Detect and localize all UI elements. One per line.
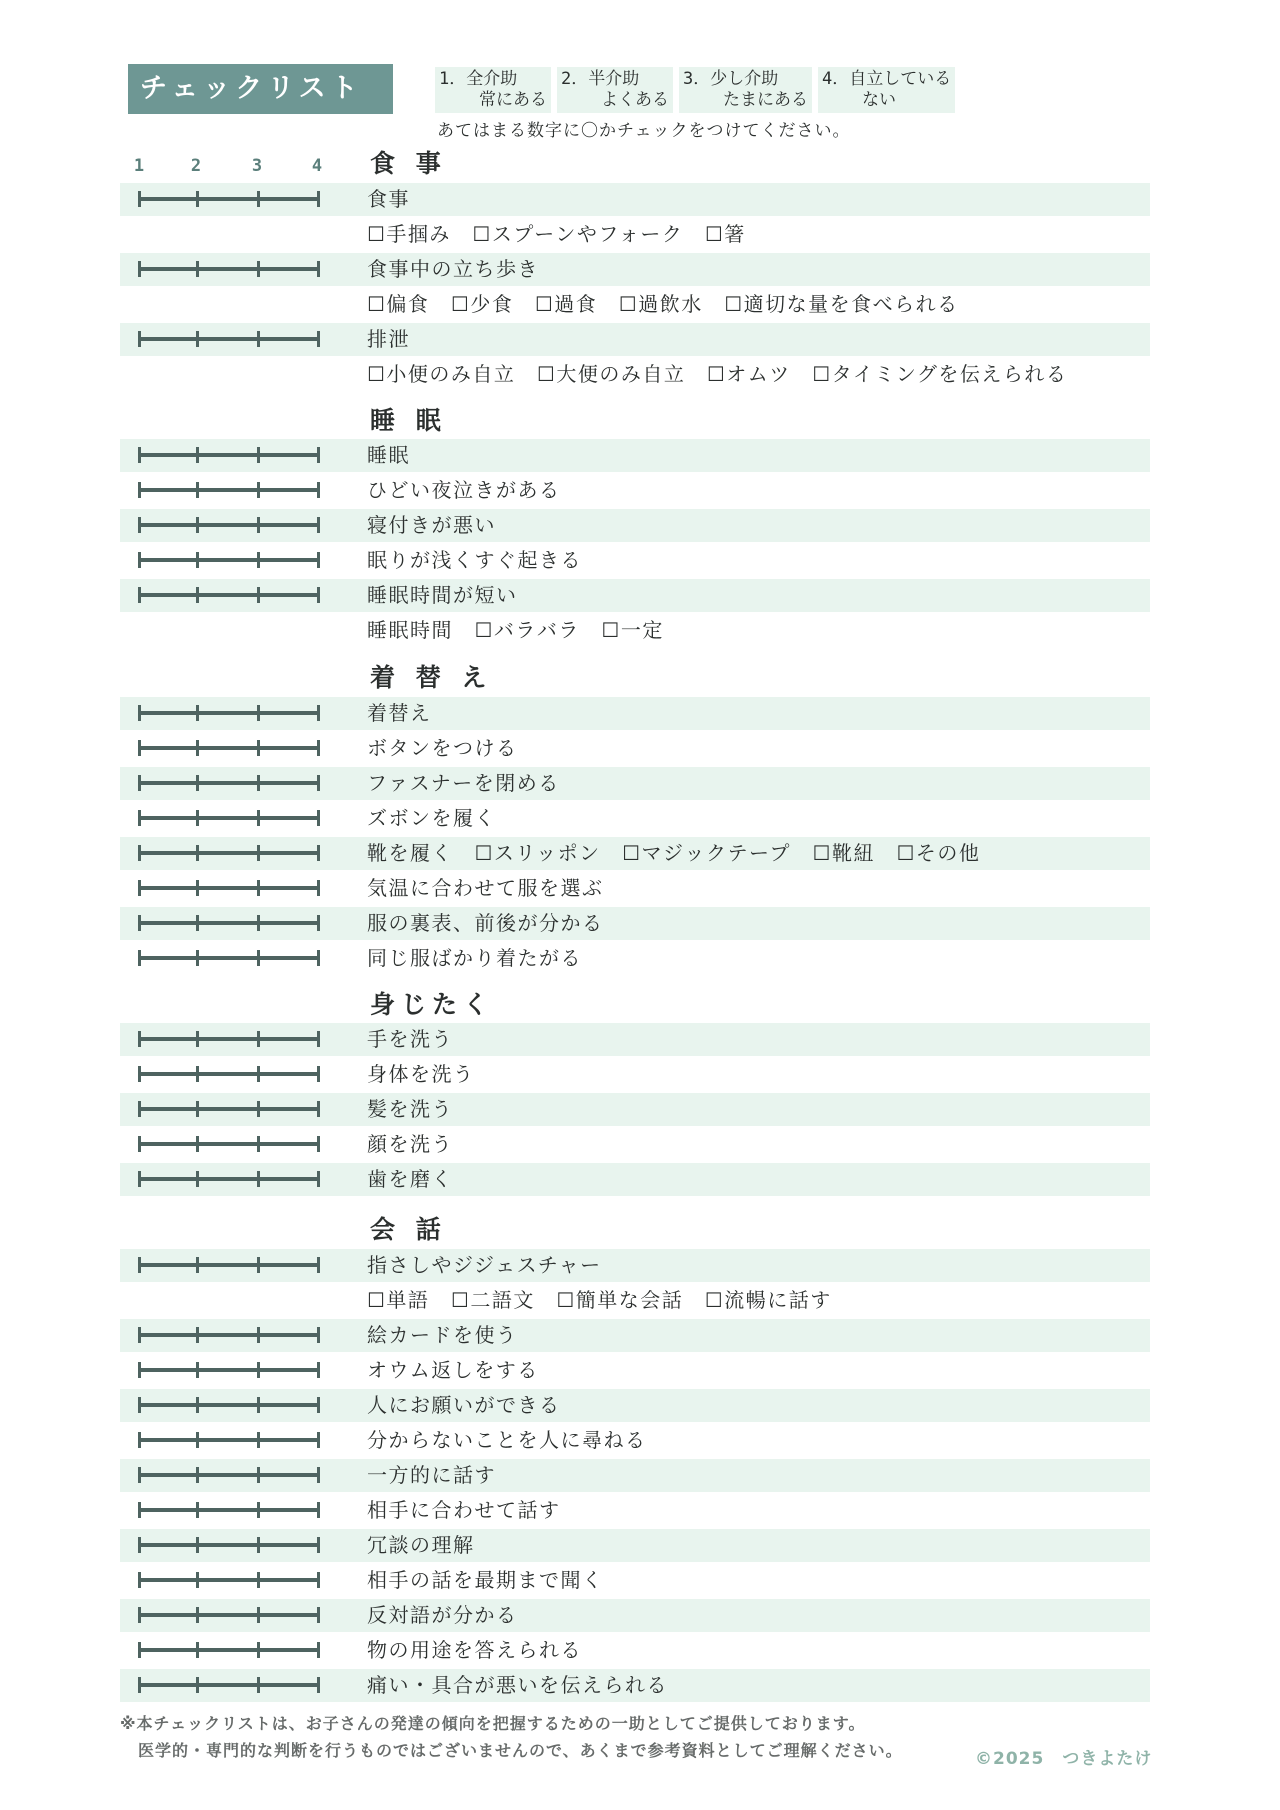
- rating-scale[interactable]: [138, 523, 320, 527]
- scale-tick[interactable]: [196, 1677, 199, 1693]
- scale-number: 2: [190, 156, 202, 176]
- scale-tick[interactable]: [196, 1031, 199, 1047]
- checklist-row: [120, 1093, 1150, 1126]
- checklist-row: [120, 1058, 1150, 1091]
- scale-tick[interactable]: [138, 740, 141, 756]
- scale-tick[interactable]: [196, 1397, 199, 1413]
- scale-tick[interactable]: [257, 1257, 260, 1273]
- scale-tick[interactable]: [138, 552, 141, 568]
- checklist-row: [120, 544, 1150, 577]
- checklist-row: [120, 614, 1150, 647]
- scale-tick[interactable]: [317, 880, 320, 896]
- checklist-row: [120, 1669, 1150, 1702]
- legend-label: 3．少し介助: [683, 69, 779, 89]
- scale-tick[interactable]: [138, 915, 141, 931]
- checklist-row: [120, 1023, 1150, 1056]
- scale-number-header: [130, 156, 330, 180]
- section-title: 食 事: [370, 149, 447, 178]
- item-label: 睡眠時間が短い: [367, 583, 518, 607]
- item-label: ファスナーを閉める: [367, 771, 560, 795]
- checklist-row: [120, 767, 1150, 800]
- rating-scale[interactable]: [138, 1648, 320, 1652]
- scale-tick[interactable]: [196, 810, 199, 826]
- scale-tick[interactable]: [138, 1362, 141, 1378]
- rating-scale[interactable]: [138, 267, 320, 271]
- scale-tick[interactable]: [317, 915, 320, 931]
- scale-number: 4: [311, 156, 323, 176]
- item-label: 食事: [367, 187, 410, 211]
- scale-tick[interactable]: [317, 1397, 320, 1413]
- scale-tick[interactable]: [196, 845, 199, 861]
- item-label: 歯を磨く: [367, 1167, 453, 1191]
- rating-scale[interactable]: [138, 1072, 320, 1076]
- scale-tick[interactable]: [138, 775, 141, 791]
- checklist-row: [120, 1249, 1150, 1282]
- scale-tick[interactable]: [138, 950, 141, 966]
- legend-label: 1．全介助: [439, 69, 518, 89]
- option-line: ☐偏食 ☐少食 ☐過食 ☐過飲水 ☐適切な量を食べられる: [367, 292, 959, 316]
- rating-scale[interactable]: [138, 746, 320, 750]
- rating-scale[interactable]: [138, 488, 320, 492]
- checklist-row: [120, 1529, 1150, 1562]
- scale-tick[interactable]: [257, 331, 260, 347]
- scale-tick[interactable]: [196, 705, 199, 721]
- checklist-row: [120, 1564, 1150, 1597]
- checklist-row: [120, 579, 1150, 612]
- scale-tick[interactable]: [138, 587, 141, 603]
- section-title: 睡 眠: [370, 406, 447, 435]
- scale-tick[interactable]: [317, 517, 320, 533]
- scale-tick[interactable]: [317, 1642, 320, 1658]
- legend-sublabel: よくある: [601, 90, 669, 110]
- rating-scale[interactable]: [138, 1107, 320, 1111]
- scale-tick[interactable]: [138, 880, 141, 896]
- checklist-row: [120, 1163, 1150, 1196]
- legend-item-3: [679, 67, 812, 113]
- item-label: 髪を洗う: [367, 1097, 453, 1121]
- item-label: 服の裏表、前後が分かる: [367, 911, 604, 935]
- checklist-row: [120, 1128, 1150, 1161]
- rating-scale[interactable]: [138, 1333, 320, 1337]
- scale-tick[interactable]: [196, 447, 199, 463]
- scale-tick[interactable]: [196, 517, 199, 533]
- scale-tick[interactable]: [196, 1171, 199, 1187]
- scale-tick[interactable]: [257, 1327, 260, 1343]
- scale-tick[interactable]: [138, 331, 141, 347]
- scale-tick[interactable]: [317, 1362, 320, 1378]
- scale-tick[interactable]: [317, 1467, 320, 1483]
- scale-tick[interactable]: [196, 552, 199, 568]
- checklist-row: [120, 1389, 1150, 1422]
- scale-tick[interactable]: [196, 1502, 199, 1518]
- scale-tick[interactable]: [317, 1537, 320, 1553]
- item-label: 気温に合わせて服を選ぶ: [367, 876, 604, 900]
- checklist-row: [120, 509, 1150, 542]
- scale-tick[interactable]: [196, 775, 199, 791]
- checklist-row: [120, 942, 1150, 975]
- scale-tick[interactable]: [138, 1502, 141, 1518]
- scale-tick[interactable]: [138, 845, 141, 861]
- item-label: 相手の話を最期まで聞く: [367, 1568, 604, 1592]
- instruction-text: あてはまる数字に〇かチェックをつけてください。: [437, 121, 851, 141]
- scale-tick[interactable]: [317, 1502, 320, 1518]
- scale-tick[interactable]: [317, 705, 320, 721]
- scale-tick[interactable]: [138, 1257, 141, 1273]
- scale-tick[interactable]: [317, 845, 320, 861]
- scale-tick[interactable]: [138, 517, 141, 533]
- scale-tick[interactable]: [317, 331, 320, 347]
- scale-tick[interactable]: [138, 1101, 141, 1117]
- scale-tick[interactable]: [196, 1257, 199, 1273]
- rating-scale[interactable]: [138, 197, 320, 201]
- item-label: 一方的に話す: [367, 1463, 496, 1487]
- scale-tick[interactable]: [257, 1537, 260, 1553]
- scale-tick[interactable]: [317, 1136, 320, 1152]
- rating-scale[interactable]: [138, 711, 320, 715]
- scale-tick[interactable]: [196, 331, 199, 347]
- checklist-row: [120, 697, 1150, 730]
- legend-item-2: [557, 67, 673, 113]
- item-label: 手を洗う: [367, 1027, 453, 1051]
- scale-tick[interactable]: [317, 552, 320, 568]
- checklist-row: [120, 474, 1150, 507]
- scale-tick[interactable]: [317, 447, 320, 463]
- scale-tick[interactable]: [317, 482, 320, 498]
- scale-tick[interactable]: [138, 1537, 141, 1553]
- rating-scale[interactable]: [138, 1473, 320, 1477]
- scale-tick[interactable]: [257, 1066, 260, 1082]
- scale-tick[interactable]: [196, 1136, 199, 1152]
- item-label: 物の用途を答えられる: [367, 1638, 582, 1662]
- scale-legend: [435, 67, 955, 113]
- rating-scale[interactable]: [138, 1578, 320, 1582]
- scale-tick[interactable]: [257, 1572, 260, 1588]
- scale-tick[interactable]: [257, 1642, 260, 1658]
- scale-tick[interactable]: [138, 1031, 141, 1047]
- checklist-row: [120, 218, 1150, 251]
- scale-tick[interactable]: [317, 775, 320, 791]
- scale-tick[interactable]: [257, 1397, 260, 1413]
- scale-tick[interactable]: [196, 1362, 199, 1378]
- section-title: 会 話: [370, 1215, 447, 1244]
- scale-tick[interactable]: [196, 1432, 199, 1448]
- rating-scale[interactable]: [138, 337, 320, 341]
- section-title: 着 替 え: [370, 663, 493, 692]
- item-label: ボタンをつける: [367, 736, 518, 760]
- item-label: 同じ服ばかり着たがる: [367, 946, 582, 970]
- scale-tick[interactable]: [257, 552, 260, 568]
- scale-tick[interactable]: [196, 1101, 199, 1117]
- scale-tick[interactable]: [257, 517, 260, 533]
- rating-scale[interactable]: [138, 1037, 320, 1041]
- scale-tick[interactable]: [257, 1467, 260, 1483]
- scale-tick[interactable]: [257, 191, 260, 207]
- checklist-row: [120, 323, 1150, 356]
- scale-tick[interactable]: [317, 1607, 320, 1623]
- rating-scale[interactable]: [138, 453, 320, 457]
- footnote-line-2: 医学的・専門的な判断を行うものではございませんので、あくまで参考資料としてご理解ください。: [138, 1741, 903, 1760]
- item-label: 反対語が分かる: [367, 1603, 518, 1627]
- checklist-row: [120, 802, 1150, 835]
- scale-tick[interactable]: [138, 1642, 141, 1658]
- item-label: 眠りが浅くすぐ起きる: [367, 548, 582, 572]
- rating-scale[interactable]: [138, 886, 320, 890]
- scale-tick[interactable]: [196, 261, 199, 277]
- scale-tick[interactable]: [196, 191, 199, 207]
- scale-number: 1: [133, 156, 145, 176]
- rating-scale[interactable]: [138, 1368, 320, 1372]
- scale-tick[interactable]: [196, 1537, 199, 1553]
- scale-tick[interactable]: [138, 1607, 141, 1623]
- rating-scale[interactable]: [138, 1613, 320, 1617]
- section-title: 身じたく: [370, 990, 495, 1019]
- rating-scale[interactable]: [138, 558, 320, 562]
- option-line: 睡眠時間 ☐バラバラ ☐一定: [367, 618, 664, 642]
- scale-tick[interactable]: [257, 1171, 260, 1187]
- item-label: 絵カードを使う: [367, 1323, 518, 1347]
- scale-tick[interactable]: [257, 1031, 260, 1047]
- checklist-row: [120, 1459, 1150, 1492]
- scale-tick[interactable]: [138, 1327, 141, 1343]
- scale-tick[interactable]: [196, 1467, 199, 1483]
- item-label: ひどい夜泣きがある: [367, 478, 561, 502]
- scale-tick[interactable]: [257, 1432, 260, 1448]
- option-line: ☐小便のみ自立 ☐大便のみ自立 ☐オムツ ☐タイミングを伝えられる: [367, 362, 1068, 386]
- scale-tick[interactable]: [317, 261, 320, 277]
- checklist-row: [120, 183, 1150, 216]
- item-label: 睡眠: [367, 443, 410, 467]
- scale-tick[interactable]: [317, 191, 320, 207]
- scale-tick[interactable]: [196, 482, 199, 498]
- legend-sublabel: 常にある: [479, 90, 547, 110]
- scale-tick[interactable]: [138, 1066, 141, 1082]
- scale-tick[interactable]: [317, 740, 320, 756]
- checklist-row: [120, 732, 1150, 765]
- legend-item-1: [435, 67, 551, 113]
- scale-tick[interactable]: [257, 915, 260, 931]
- checklist-row: [120, 358, 1150, 391]
- scale-tick[interactable]: [257, 1607, 260, 1623]
- item-label: 食事中の立ち歩き: [367, 257, 539, 281]
- scale-tick[interactable]: [257, 775, 260, 791]
- scale-tick[interactable]: [196, 1572, 199, 1588]
- scale-tick[interactable]: [317, 1101, 320, 1117]
- item-label: 人にお願いができる: [367, 1393, 561, 1417]
- scale-tick[interactable]: [138, 1467, 141, 1483]
- rating-scale[interactable]: [138, 1508, 320, 1512]
- scale-tick[interactable]: [257, 740, 260, 756]
- legend-label: 2．半介助: [561, 69, 640, 89]
- scale-tick[interactable]: [317, 1031, 320, 1047]
- legend-label: 4．自立している: [822, 69, 952, 89]
- scale-tick[interactable]: [196, 1642, 199, 1658]
- item-label: 身体を洗う: [367, 1062, 475, 1086]
- scale-tick[interactable]: [317, 1257, 320, 1273]
- rating-scale[interactable]: [138, 1177, 320, 1181]
- checklist-row: [120, 1319, 1150, 1352]
- item-label: 相手に合わせて話す: [367, 1498, 561, 1522]
- option-line: ☐手掴み ☐スプーンやフォーク ☐箸: [367, 222, 746, 246]
- checklist-row: [120, 1599, 1150, 1632]
- scale-tick[interactable]: [196, 1327, 199, 1343]
- scale-tick[interactable]: [317, 1572, 320, 1588]
- scale-tick[interactable]: [257, 705, 260, 721]
- checklist-row: [120, 439, 1150, 472]
- item-label: 排泄: [367, 327, 410, 351]
- scale-tick[interactable]: [196, 1607, 199, 1623]
- rating-scale[interactable]: [138, 1683, 320, 1687]
- rating-scale[interactable]: [138, 1263, 320, 1267]
- scale-tick[interactable]: [138, 1677, 141, 1693]
- scale-tick[interactable]: [138, 1171, 141, 1187]
- checklist-row: [120, 1634, 1150, 1667]
- scale-tick[interactable]: [257, 810, 260, 826]
- rating-scale[interactable]: [138, 1543, 320, 1547]
- scale-tick[interactable]: [196, 587, 199, 603]
- rating-scale[interactable]: [138, 1142, 320, 1146]
- scale-tick[interactable]: [257, 1362, 260, 1378]
- item-label: 寝付きが悪い: [367, 513, 496, 537]
- scale-tick[interactable]: [317, 1432, 320, 1448]
- scale-tick[interactable]: [317, 950, 320, 966]
- item-label: オウム返しをする: [367, 1358, 539, 1382]
- scale-tick[interactable]: [317, 1066, 320, 1082]
- option-line: ☐単語 ☐二語文 ☐簡単な会話 ☐流暢に話す: [367, 1288, 832, 1312]
- legend-sublabel: たまにある: [723, 90, 808, 110]
- item-label: 顔を洗う: [367, 1132, 453, 1156]
- scale-tick[interactable]: [138, 810, 141, 826]
- checklist-row: [120, 907, 1150, 940]
- scale-tick[interactable]: [257, 1136, 260, 1152]
- scale-tick[interactable]: [317, 1327, 320, 1343]
- copyright: ©2025 つきよたけ: [975, 1749, 1153, 1769]
- item-label: 着替え: [367, 701, 432, 725]
- scale-tick[interactable]: [196, 880, 199, 896]
- scale-tick[interactable]: [196, 740, 199, 756]
- scale-tick[interactable]: [257, 845, 260, 861]
- scale-tick[interactable]: [317, 587, 320, 603]
- scale-tick[interactable]: [257, 1502, 260, 1518]
- scale-tick[interactable]: [317, 1171, 320, 1187]
- rating-scale[interactable]: [138, 921, 320, 925]
- checklist-row: [120, 837, 1150, 870]
- rating-scale[interactable]: [138, 1438, 320, 1442]
- item-label: 靴を履く ☐スリッポン ☐マジックテープ ☐靴紐 ☐その他: [367, 841, 981, 865]
- scale-tick[interactable]: [196, 1066, 199, 1082]
- checklist-row: [120, 253, 1150, 286]
- checklist-row: [120, 1494, 1150, 1527]
- item-label: ズボンを履く: [367, 806, 496, 830]
- footnote-line-1: ※本チェックリストは、お子さんの発達の傾向を把握するための一助としてご提供しております。: [120, 1714, 866, 1733]
- checklist-row: [120, 1284, 1150, 1317]
- scale-tick[interactable]: [257, 261, 260, 277]
- rating-scale[interactable]: [138, 816, 320, 820]
- scale-tick[interactable]: [138, 1397, 141, 1413]
- legend-item-4: [818, 67, 955, 113]
- rating-scale[interactable]: [138, 851, 320, 855]
- legend-sublabel: ない: [862, 90, 896, 110]
- scale-tick[interactable]: [257, 950, 260, 966]
- rating-scale[interactable]: [138, 781, 320, 785]
- scale-tick[interactable]: [138, 1572, 141, 1588]
- scale-tick[interactable]: [138, 447, 141, 463]
- scale-tick[interactable]: [257, 880, 260, 896]
- item-label: 分からないことを人に尋ねる: [367, 1428, 647, 1452]
- scale-tick[interactable]: [138, 1136, 141, 1152]
- checklist-row: [120, 1354, 1150, 1387]
- rating-scale[interactable]: [138, 1403, 320, 1407]
- checklist-row: [120, 1424, 1150, 1457]
- scale-tick[interactable]: [138, 705, 141, 721]
- scale-tick[interactable]: [257, 482, 260, 498]
- scale-tick[interactable]: [138, 261, 141, 277]
- title-box: チェックリスト 1: [128, 64, 393, 114]
- scale-number: 3: [251, 156, 263, 176]
- scale-tick[interactable]: [257, 587, 260, 603]
- scale-tick[interactable]: [257, 447, 260, 463]
- checklist-row: [120, 872, 1150, 905]
- scale-tick[interactable]: [257, 1101, 260, 1117]
- rating-scale[interactable]: [138, 593, 320, 597]
- scale-tick[interactable]: [317, 1677, 320, 1693]
- scale-tick[interactable]: [317, 810, 320, 826]
- scale-tick[interactable]: [138, 482, 141, 498]
- scale-tick[interactable]: [196, 915, 199, 931]
- item-label: 冗談の理解: [367, 1533, 475, 1557]
- item-label: 痛い・具合が悪いを伝えられる: [367, 1673, 668, 1697]
- rating-scale[interactable]: [138, 956, 320, 960]
- scale-tick[interactable]: [196, 950, 199, 966]
- item-label: 指さしやジジェスチャー: [367, 1253, 602, 1277]
- scale-tick[interactable]: [138, 191, 141, 207]
- scale-tick[interactable]: [138, 1432, 141, 1448]
- scale-tick[interactable]: [257, 1677, 260, 1693]
- checklist-row: [120, 288, 1150, 321]
